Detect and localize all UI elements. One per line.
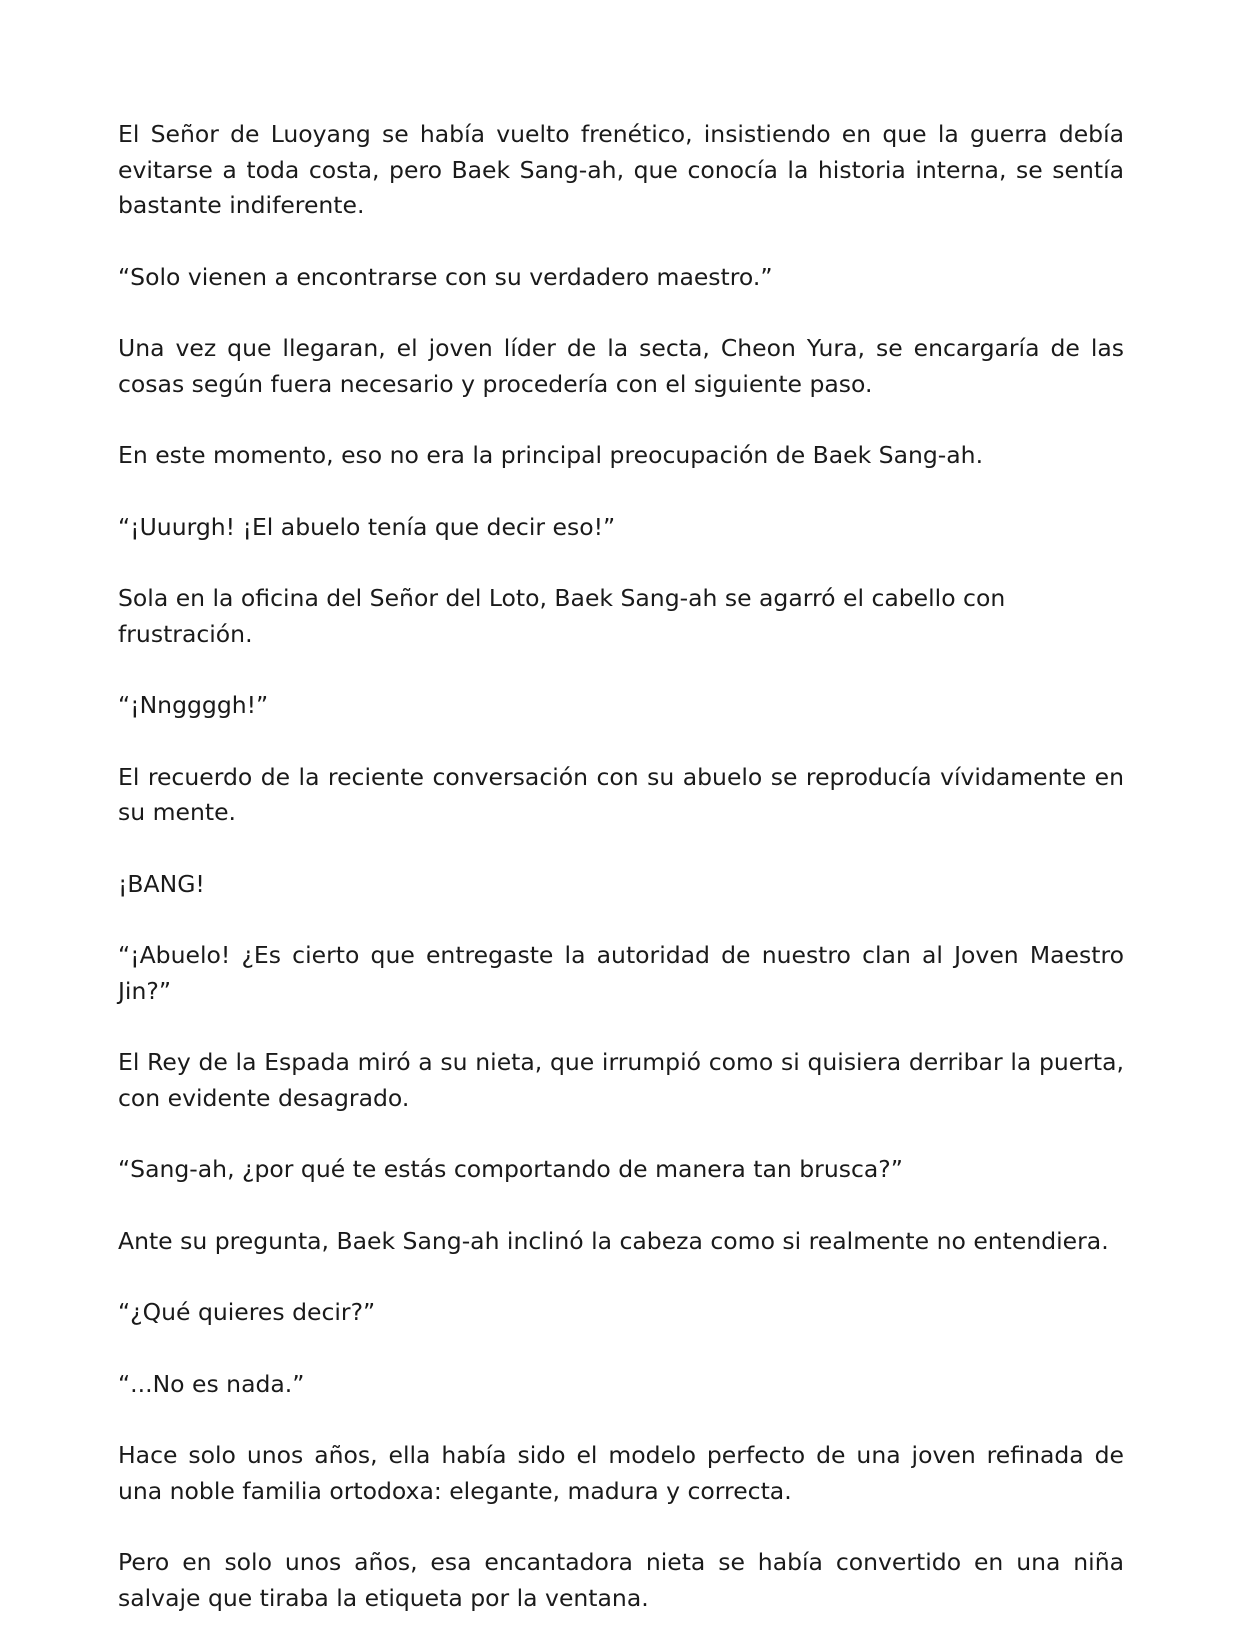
paragraph: Sola en la oficina del Señor del Loto, Baek Sang-ah se agarró el cabello con frustración. xyxy=(118,584,1006,648)
paragraph: “Sang-ah, ¿por qué te estás comportando de manera tan brusca?” xyxy=(118,1155,903,1183)
paragraph: “¡Uuurgh! ¡El abuelo tenía que decir eso!” xyxy=(118,512,616,541)
paragraph: El recuerdo de la reciente conversación con su abuelo se reproducía vívidamente en su mente. xyxy=(118,762,1124,826)
paragraph: “¡Abuelo! ¿Es cierto que entregaste la autoridad de nuestro clan al Joven Maestro Jin?” xyxy=(118,941,1124,1005)
paragraph: Ante su pregunta, Baek Sang-ah inclinó la cabeza como si realmente no entendiera. xyxy=(118,1226,1109,1255)
paragraph: “Solo vienen a encontrarse con su verdadero maestro.” xyxy=(118,262,773,291)
document-page xyxy=(118,117,1124,1652)
paragraph: “¿Qué quieres decir?” xyxy=(118,1298,376,1326)
paragraph: El Señor de Luoyang se había vuelto frenético, insistiendo en que la guerra debía evitarse a toda costa, pero Baek Sang-ah, que conocía la historia interna, se sentía bastante indiferente. xyxy=(118,120,1124,219)
paragraph: Una vez que llegaran, el joven líder de la secta, Cheon Yura, se encargaría de las cosas según fuera necesario y procedería con el siguiente paso. xyxy=(118,334,1124,398)
paragraph: En este momento, eso no era la principal preocupación de Baek Sang-ah. xyxy=(118,441,984,469)
paragraph: El Rey de la Espada miró a su nieta, que irrumpió como si quisiera derribar la puerta, con evidente desagrado. xyxy=(118,1048,1124,1112)
paragraph: “...No es nada.” xyxy=(118,1369,305,1398)
paragraph: Pero en solo unos años, esa encantadora nieta se había convertido en una niña salvaje que tiraba la etiqueta por la ventana. xyxy=(118,1548,1124,1612)
paragraph: “¡Nnggggh!” xyxy=(118,691,269,719)
paragraph: Hace solo unos años, ella había sido el modelo perfecto de una joven refinada de una noble familia ortodoxa: elegante, madura y correcta. xyxy=(118,1441,1124,1505)
paragraph: ¡BANG! xyxy=(118,869,205,898)
